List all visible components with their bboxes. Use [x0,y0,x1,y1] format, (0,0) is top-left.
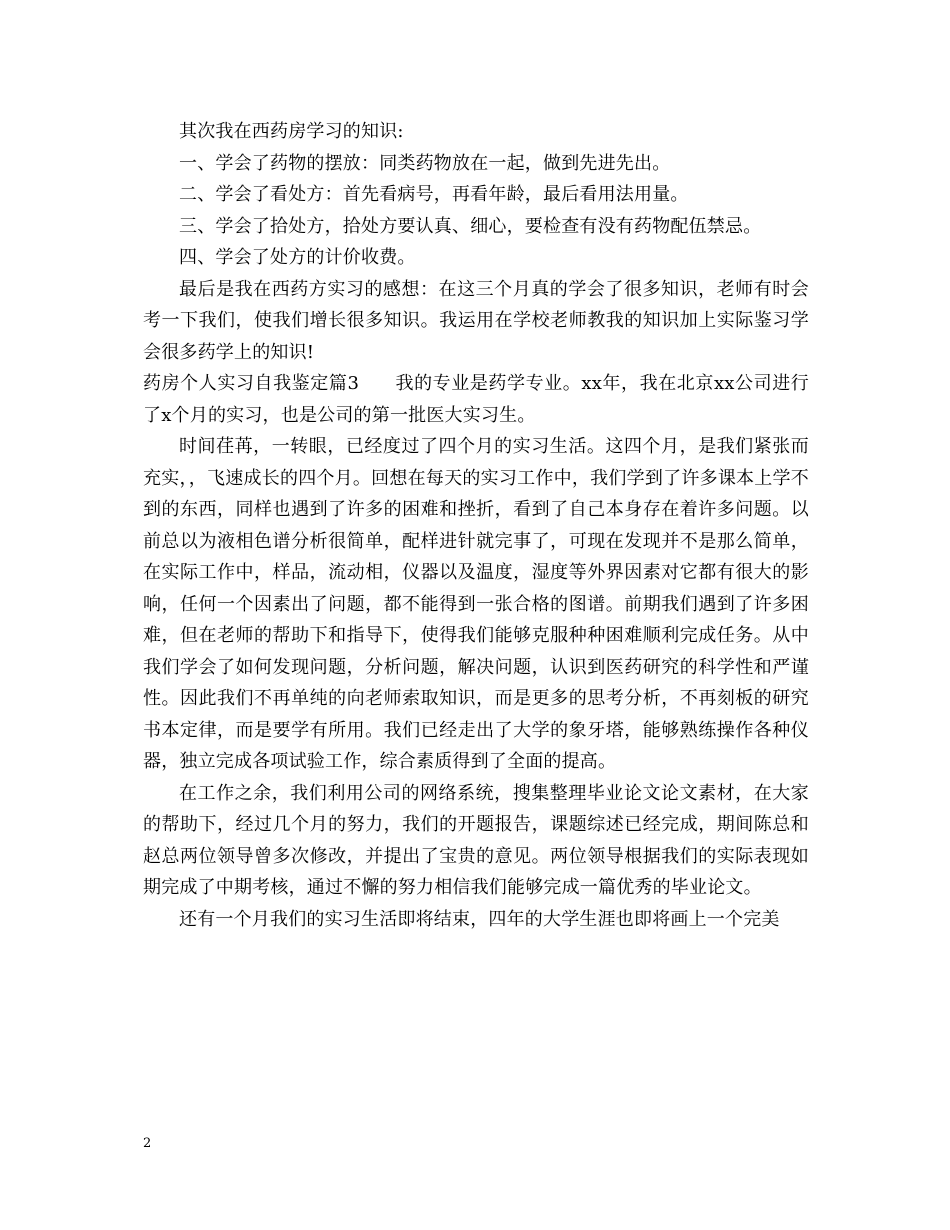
list-item-1: 一、学会了药物的摆放：同类药物放在一起，做到先进先出。 [179,152,671,174]
page-number: 2 [143,1136,152,1151]
paragraph-reflection: 最后是我在西药方实习的感想：在这三个月真的学会了很多知识，老师有时会考一下我们，使我们增长很多知识。我运用在学校老师教我的知识加上实际鉴习学会很多药学上的知识! [143,278,809,363]
section-intro: 我的专业是药学专业。xx年，我在北京xx公司进行了x个月的实习，也是公司的第一批医大实习生。 [143,373,810,426]
section-title: 药房个人实习自我鉴定篇3 [143,373,360,394]
document-body [143,116,809,935]
paragraph-closing: 还有一个月我们的实习生活即将结束，四年的大学生涯也即将画上一个完美 [179,908,780,930]
list-item-4: 四、学会了处方的计价收费。 [179,247,416,268]
paragraph-heading-knowledge: 其次我在西药房学习的知识: [179,121,404,142]
paragraph-thesis-work: 在工作之余，我们利用公司的网络系统，搜集整理毕业论文论文素材，在大家的帮助下，经过几个月的努力，我们的开题报告，课题综述已经完成，期间陈总和赵总两位领导曾多次修改，并提出了宝贵的意见。两位领导根据我们的实际表现如期完成了中期考核，通过不懈的努力相信我们能够完成一篇优秀的毕业论文。 [143,782,809,898]
list-item-2: 二、学会了看处方：首先看病号，再看年龄，最后看用法用量。 [179,184,689,205]
section-title-paragraph [143,368,809,431]
paragraph-internship-experience: 时间荏苒，一转眼，已经度过了四个月的实习生活。这四个月，是我们紧张而充实，，飞速成长的四个月。回想在每天的实习工作中，我们学到了许多课本上学不到的东西，同样也遇到了许多的困难和挫折，看到了自己本身存在着许多问题。以前总以为液相色谱分析很简单，配样进针就完事了，可现在发现并不是那么简单，在实际工作中，样品，流动相，仪器以及温度，湿度等外界因素对它都有很大的影响，任何一个因素出了问题，都不能得到一张合格的图谱。前期我们遇到了许多困难，但在老师的帮助下和指导下，使得我们能够克服种种困难顺利完成任务。从中我们学会了如何发现问题，分析问题，解决问题，认识到医药研究的科学性和严谨性。因此我们不再单纯的向老师索取知识，而是更多的思考分析，不再刻板的研究书本定律，而是要学有所用。我们已经走出了大学的象牙塔，能够熟练操作各种仪器，独立完成各项试验工作，综合素质得到了全面的提高。 [143,436,809,772]
list-item-3: 三、学会了拾处方，拾处方要认真、细心，要检查有没有药物配伍禁忌。 [179,215,762,237]
